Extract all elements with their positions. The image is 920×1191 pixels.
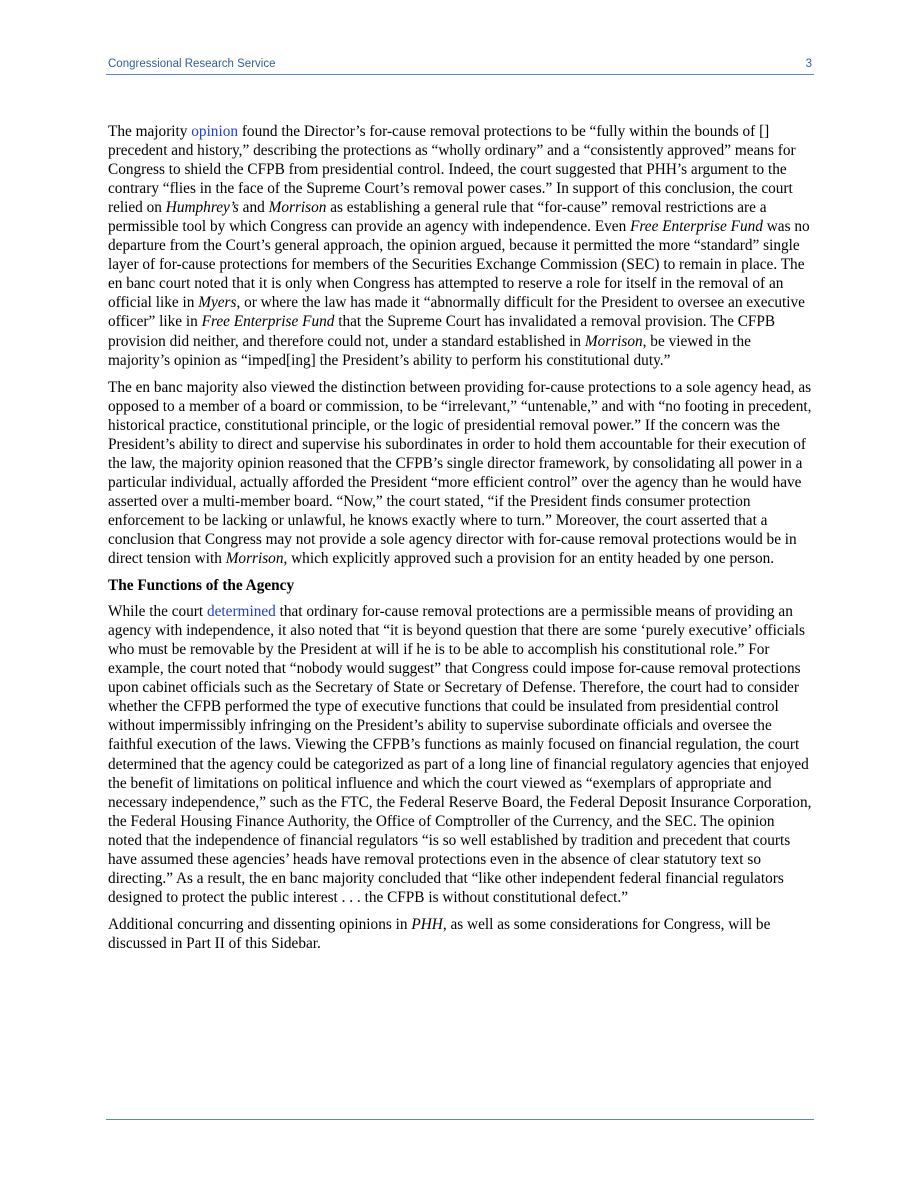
paragraph-agency-functions bbox=[108, 602, 812, 907]
paragraph-sole-agency-head bbox=[108, 378, 812, 568]
header-divider bbox=[106, 74, 814, 75]
case-name: Free Enterprise Fund bbox=[630, 218, 763, 236]
page-header bbox=[108, 58, 814, 74]
case-name: Morrison bbox=[584, 332, 643, 350]
case-name: Morrison bbox=[225, 550, 284, 568]
footer-divider bbox=[106, 1119, 814, 1120]
text-run: , as well as some considerations for Congress, will be discussed in Part II of this Sidebar. bbox=[108, 915, 771, 952]
opinion-link[interactable]: opinion bbox=[191, 123, 239, 140]
text-run: that the Supreme Court has invalidated a removal provision. The CFPB provision did neither, and therefore could not, under a standard established in bbox=[108, 313, 776, 350]
document-body bbox=[108, 122, 812, 961]
text-run: , or where the law has made it “abnormally difficult for the President to oversee an executive officer” like in bbox=[108, 294, 805, 331]
case-name: Myers bbox=[198, 294, 237, 312]
paragraph-conclusion bbox=[108, 915, 812, 953]
text-run: While the court bbox=[108, 603, 207, 621]
paragraph-majority-opinion bbox=[108, 122, 812, 370]
text-run: was no departure from the Court’s general approach, the opinion argued, because it permitted the more “standard” single layer of for-cause protections for members of the Securities Exchange Commission (SEC) to remain in place. The en banc court noted that it is only when Congress has attempted to reserve a role for itself in the removal of an official like in bbox=[108, 218, 810, 312]
text-run: , be viewed in the majority’s opinion as “imped[ing] the President’s ability to perform his constitutional duty.” bbox=[108, 332, 751, 369]
text-run: The majority bbox=[108, 123, 192, 140]
text-run: that ordinary for-cause removal protections are a permissible means of providing an agency with independence, it also noted that “it is beyond question that there are some ‘purely executive’ officials who must be removable by the President at will if he is to be able to accomplish his constitutional role.” For example, the court noted that “nobody would suggest” that Congress could impose for-cause removal protections upon cabinet officials such as the Secretary of State or Secretary of Defense. Therefore, the court had to consider whether the CFPB performed the type of executive functions that could be insulated from presidential control without impermissibly infringing on the President’s ability to supervise subordinate officials and oversee the faithful execution of the laws. Viewing the CFPB’s functions as mainly focused on financial regulation, the court determined that the agency could be categorized as part of a long line of financial regulatory agencies that enjoyed the benefit of limitations on political influence and which the court viewed as “exemplars of appropriate and necessary independence,” such as the FTC, the Federal Reserve Board, the Federal Deposit Insurance Corporation, the Federal Housing Finance Authority, the Office of Comptroller of the Currency, and the SEC. The opinion noted that the independence of financial regulators “is so well established by tradition and precedent that courts have assumed these agencies’ heads have removal protections even in the absence of clear statutory text so directing.” As a result, the en banc majority concluded that “like other independent federal financial regulators designed to protect the public interest . . . the CFPB is without constitutional defect.” bbox=[108, 603, 812, 906]
text-run: found the Director’s for-cause removal protections to be “fully within the bounds of [] precedent and history,” describing the protections as “wholly ordinary” and a “consistently approved” means for Congress to shield the CFPB from presidential control. Indeed, the court suggested that PHH’s argument to the contrary “flies in the face of the Supreme Court’s removal power cases.” In support of this conclusion, the court relied on bbox=[108, 123, 796, 217]
page-number: 3 bbox=[805, 58, 812, 70]
header-title: Congressional Research Service bbox=[108, 58, 276, 70]
case-name: Morrison bbox=[268, 199, 327, 217]
text-run: as establishing a general rule that “for-cause” removal restrictions are a permissible tool by which Congress can provide an agency with independence. Even bbox=[108, 199, 767, 236]
case-name: PHH bbox=[411, 915, 443, 933]
text-run: , which explicitly approved such a provision for an entity headed by one person. bbox=[283, 550, 775, 568]
text-run: and bbox=[238, 199, 269, 217]
section-heading: The Functions of the Agency bbox=[108, 577, 295, 595]
case-name: Free Enterprise Fund bbox=[201, 313, 335, 331]
determined-link[interactable]: determined bbox=[206, 603, 276, 621]
text-run: The en banc majority also viewed the distinction between providing for-cause protections to a sole agency head, as opposed to a member of a board or commission, to be “irrelevant,” “untenable,” and with “no footing in precedent, historical practice, constitutional principle, or the logic of presidential removal power.” If the concern was the President’s ability to direct and supervise his subordinates in order to hold them accountable for their execution of the law, the majority opinion reasoned that the CFPB’s single director framework, by consolidating all power in a particular individual, actually afforded the President “more efficient control” over the agency than he would have asserted over a multi-member board. “Now,” the court stated, “if the President finds consumer protection enforcement to be lacking or unlawful, he knows exactly where to turn.” Moreover, the court asserted that a conclusion that Congress may not provide a sole agency director with for-cause removal protections would be in direct tension with bbox=[108, 378, 812, 568]
case-name: Humphrey’s bbox=[165, 199, 239, 217]
text-run: Additional concurring and dissenting opinions in bbox=[108, 915, 412, 933]
